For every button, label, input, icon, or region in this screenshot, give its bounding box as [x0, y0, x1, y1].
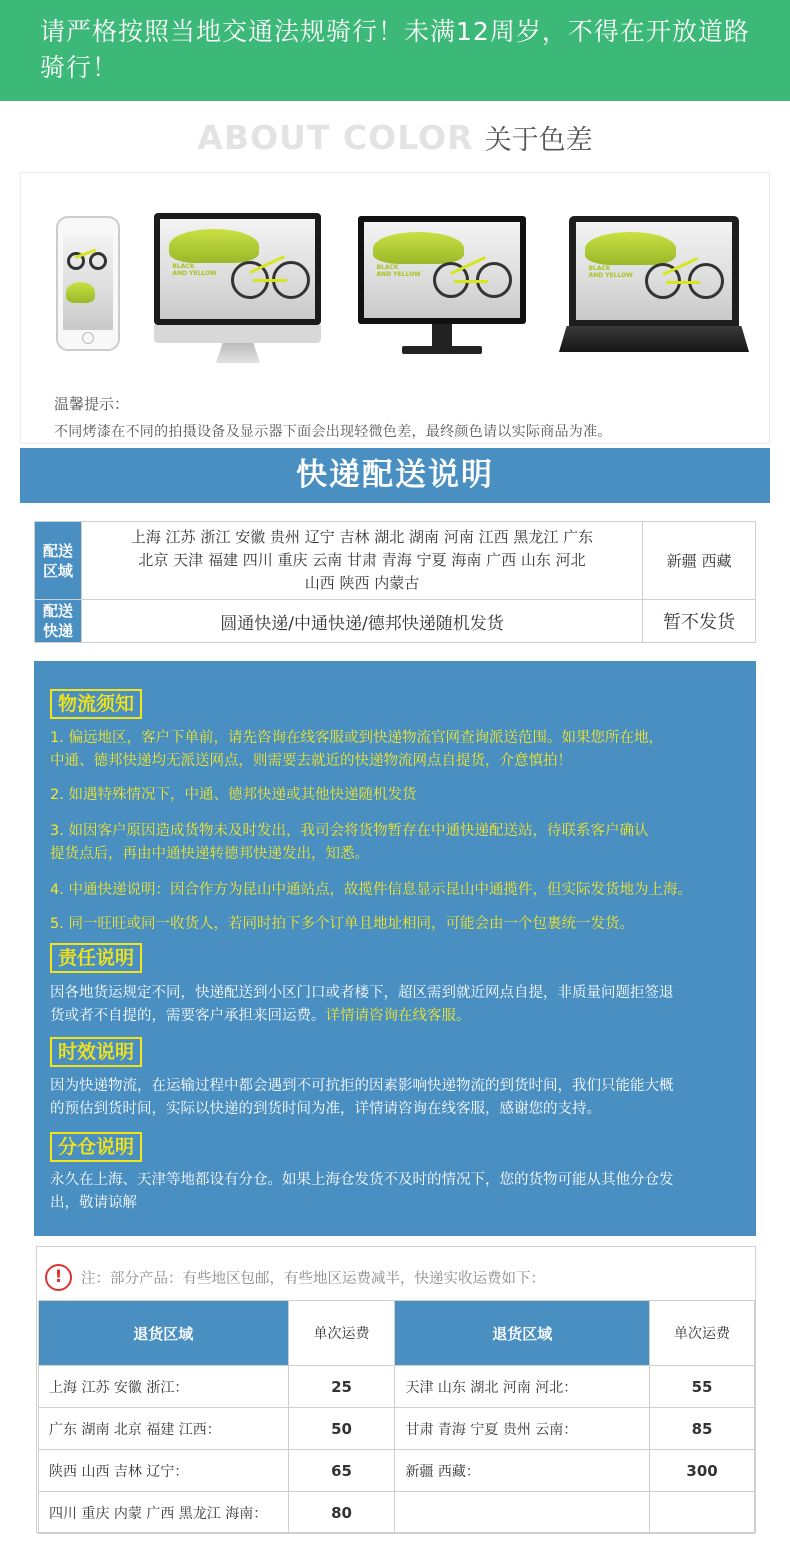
logistics-item: 1. 偏远地区，客户下单前，请先咨询在线客服或到快递物流官网查询派送范围。如果您所在地， — [50, 730, 663, 746]
fee-amount: 55 — [650, 1366, 755, 1408]
fee-amount: 85 — [650, 1408, 755, 1450]
warehouse-text: 永久在上海、天津等地都设有分仓。如果上海仓发货不及时的情况下，您的货物可能从其他分仓发 — [50, 1172, 674, 1188]
courier-row — [35, 600, 756, 643]
fee-amount: 50 — [288, 1408, 395, 1450]
fee-region: 新疆 西藏： — [395, 1450, 650, 1492]
phone-screen — [63, 234, 113, 330]
express-section-title: 快递配送说明 — [20, 448, 770, 503]
fee-notice-text: 注：部分产品：有些地区包邮，有些地区运费减半，快递实收运费如下： — [81, 1271, 545, 1287]
table-row — [39, 1450, 755, 1492]
fee-table-header — [39, 1301, 755, 1366]
imac-device-image — [154, 213, 321, 325]
col-region-header: 退货区域 — [39, 1301, 289, 1366]
table-row — [39, 1366, 755, 1408]
laptop-screen — [576, 222, 732, 320]
timing-text: 的预估到货时间，实际以快递的到货时间为准，详情请咨询在线客服，感谢您的支持。 — [50, 1101, 601, 1117]
laptop-screen-label: BLACK AND YELLOW — [588, 265, 633, 280]
delivery-area-regions: 上海 江苏 浙江 安徽 贵州 辽宁 吉林 湖北 湖南 河南 江西 黑龙江 广东 北京 天津 福建 四川 重庆 云南 甘肃 青海 宁夏 海南 广西 山东 河北 山西 陕西 内蒙古 — [81, 522, 642, 600]
device-comparison-panel — [20, 172, 770, 444]
about-color-title — [0, 118, 790, 162]
responsibility-text: 因各地货运规定不同，快递配送到小区门口或者楼下，超区需到就近网点自提，非质量问题拒签退 — [50, 985, 674, 1001]
shipping-fee-table — [38, 1300, 755, 1534]
timing-heading: 时效说明 — [50, 1037, 142, 1067]
fee-amount — [650, 1492, 755, 1534]
fee-amount: 65 — [288, 1450, 395, 1492]
laptop-device-image — [569, 216, 739, 326]
timing-text: 因为快递物流，在运输过程中都会遇到不可抗拒的因素影响快递物流的到货时间，我们只能能大概 — [50, 1078, 674, 1094]
col-region-header: 退货区域 — [395, 1301, 650, 1366]
courier-head: 配送 快递 — [35, 600, 82, 643]
about-color-zh: 关于色差 — [484, 125, 593, 156]
col-fee-header: 单次运费 — [288, 1301, 395, 1366]
fee-amount: 25 — [288, 1366, 395, 1408]
tip-text: 不同烤漆在不同的拍摄设备及显示器下面会出现轻微色差，最终颜色请以实际商品为准。 — [54, 424, 612, 440]
responsibility-heading: 责任说明 — [50, 943, 142, 973]
about-color-en: ABOUT COLOR — [197, 118, 474, 157]
safety-banner — [0, 0, 790, 101]
fee-amount: 300 — [650, 1450, 755, 1492]
fee-region — [395, 1492, 650, 1534]
phone-home-button — [82, 332, 94, 344]
warning-icon: ! — [45, 1264, 72, 1291]
fee-region: 四川 重庆 内蒙 广西 黑龙江 海南： — [39, 1492, 289, 1534]
fee-region: 广东 湖南 北京 福建 江西： — [39, 1408, 289, 1450]
imac-screen-label: BLACK AND YELLOW — [172, 263, 217, 277]
monitor-screen — [364, 222, 520, 318]
courier-list: 圆通快递/中通快递/德邦快递随机发货 — [81, 600, 642, 643]
logistics-item: 中通、德邦快递均无派送网点，则需要去就近的快递物流网点自提货，介意慎拍！ — [50, 753, 572, 769]
remote-regions: 新疆 西藏 — [643, 522, 756, 600]
logistics-item: 2. 如遇特殊情况下，中通、德邦快递或其他快递随机发货 — [50, 787, 417, 803]
table-row — [39, 1408, 755, 1450]
delivery-area-head: 配送 区域 — [35, 522, 82, 600]
warehouse-text: 出，敬请谅解 — [50, 1195, 137, 1211]
table-row — [39, 1492, 755, 1534]
safety-banner-text: 请严格按照当地交通法规骑行！未满12周岁，不得在开放道路骑行！ — [40, 17, 750, 82]
monitor-screen-label: BLACK AND YELLOW — [376, 264, 421, 279]
tip-title: 温馨提示： — [54, 395, 130, 413]
delivery-area-table — [34, 521, 756, 643]
imac-screen — [160, 219, 315, 319]
warehouse-heading: 分仓说明 — [50, 1132, 142, 1162]
responsibility-text: 货或者不自提的，需要客户承担来回运费。详情请咨询在线客服。 — [50, 1008, 471, 1024]
monitor-device-image — [358, 216, 526, 324]
fee-amount: 80 — [288, 1492, 395, 1534]
logistics-item: 3. 如因客户原因造成货物未及时发出，我司会将货物暂存在中通快递配送站，待联系客户确认 — [50, 823, 649, 839]
col-fee-header: 单次运费 — [650, 1301, 755, 1366]
fee-region: 天津 山东 湖北 河南 河北： — [395, 1366, 650, 1408]
fee-region: 陕西 山西 吉林 辽宁： — [39, 1450, 289, 1492]
logistics-item: 提货点后，再由中通快递转德邦快递发出，知悉。 — [50, 846, 369, 862]
phone-device-image — [56, 216, 120, 351]
logistics-heading: 物流须知 — [50, 689, 142, 719]
logistics-item: 4. 中通快递说明：因合作方为昆山中通站点，故揽件信息显示昆山中通揽件，但实际发货地为上海。 — [50, 882, 692, 898]
shipping-info-box — [34, 661, 756, 1236]
fee-region: 上海 江苏 安徽 浙江： — [39, 1366, 289, 1408]
no-delivery-note: 暂不发货 — [643, 600, 756, 643]
fee-region: 甘肃 青海 宁夏 贵州 云南： — [395, 1408, 650, 1450]
logistics-item: 5. 同一旺旺或同一收货人，若同时拍下多个订单且地址相同，可能会由一个包裹统一发货。 — [50, 916, 634, 932]
delivery-area-row — [35, 522, 756, 600]
